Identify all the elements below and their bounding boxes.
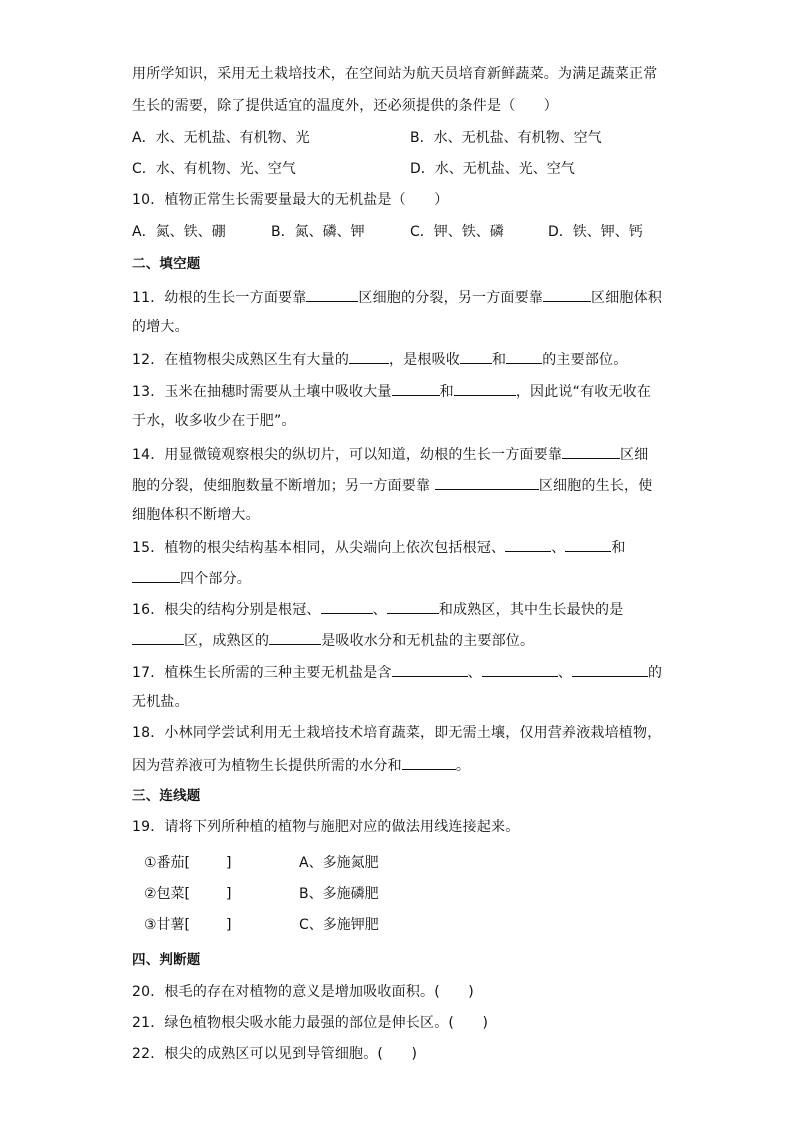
q11-line2: 的增大。 [132, 319, 189, 335]
q14-line1: 14．用显微镜观察根尖的纵切片，可以知道，幼根的生长一方面要靠 区细 [132, 443, 648, 465]
q13-blank-2 [454, 380, 516, 396]
q19-right-item-a: A、多施氮肥 [299, 855, 379, 871]
q9-stem-line1: 用所学知识，采用无土栽培技术，在空间站为航天员培育新鲜蔬菜。为满足蔬菜正常 [132, 66, 658, 82]
q20-stem: 20．根毛的存在对植物的意义是增加吸收面积。( ) [132, 984, 474, 1000]
q10-option-c: C．钾、铁、磷 [410, 224, 504, 240]
section-heading-matching: 三、连线题 [132, 788, 201, 804]
q16-blank-4 [269, 629, 321, 645]
q9-option-d: D．水、无机盐、光、空气 [410, 161, 575, 177]
q15-line2: 四个部分。 [132, 567, 251, 589]
q17-blank-3 [572, 661, 648, 677]
q12-line: 12．在植物根尖成熟区生有大量的 ，是根吸收 和 的主要部位。 [132, 348, 627, 370]
q14-blank-2 [435, 474, 539, 490]
q19-left-item-2: ②包菜[ ] [144, 886, 232, 902]
q12-blank-3 [506, 348, 542, 364]
q13-blank-1 [392, 380, 440, 396]
q15-blank-2 [565, 536, 611, 552]
q13-line2: 于水，收多收少在于肥”。 [132, 413, 296, 429]
q16-blank-3 [132, 629, 184, 645]
q10-option-d: D．铁、钾、钙 [548, 224, 643, 240]
q13-line1: 13．玉米在抽穗时需要从土壤中吸收大量 和 ，因此说“有收无收在 [132, 380, 651, 402]
q19-right-item-c: C、多施钾肥 [299, 917, 379, 933]
q12-blank-2 [460, 348, 492, 364]
q9-option-a: A．水、无机盐、有机物、光 [132, 130, 310, 146]
q9-option-b: B．水、无机盐、有机物、空气 [410, 130, 602, 146]
q10-option-a: A．氮、铁、硼 [132, 224, 226, 240]
q14-blank-1 [562, 443, 620, 459]
q22-stem: 22．根尖的成熟区可以见到导管细胞。( ) [132, 1046, 418, 1062]
q11-blank-2 [543, 286, 591, 302]
q15-line1: 15．植物的根尖结构基本相同，从尖端向上依次包括根冠、 、 和 [132, 536, 626, 558]
q17-line2: 无机盐。 [132, 694, 189, 710]
section-heading-fill-in: 二、填空题 [132, 256, 201, 272]
q12-blank-1 [349, 348, 389, 364]
q9-option-c: C．水、有机物、光、空气 [132, 161, 296, 177]
q16-blank-2 [387, 598, 439, 614]
q19-left-item-1: ①番茄[ ] [144, 855, 232, 871]
section-heading-true-false: 四、判断题 [132, 952, 201, 968]
q14-line2: 胞的分裂，使细胞数量不断增加；另一方面要靠 区细胞的生长，使 [132, 474, 652, 496]
q17-blank-2 [482, 661, 558, 677]
q15-blank-3 [132, 567, 180, 583]
q16-line1: 16．根尖的结构分别是根冠、 、 和成熟区，其中生长最快的是 [132, 598, 623, 620]
q10-option-b: B．氮、磷、钾 [271, 224, 365, 240]
q19-right-item-b: B、多施磷肥 [299, 886, 379, 902]
q17-line1: 17．植株生长所需的三种主要无机盐是含 、 、 的 [132, 661, 662, 683]
q21-stem: 21．绿色植物根尖吸水能力最强的部位是伸长区。( ) [132, 1015, 489, 1031]
q15-blank-1 [505, 536, 551, 552]
q14-line3: 细胞体积不断增大。 [132, 507, 260, 523]
q11-line1: 11．幼根的生长一方面要靠 区细胞的分裂，另一方面要靠 区细胞体积 [132, 286, 662, 308]
q9-stem-line2: 生长的需要，除了提供适宜的温度外，还必须提供的条件是（ ） [132, 98, 558, 114]
q17-blank-1 [392, 661, 468, 677]
q10-stem: 10．植物正常生长需要量最大的无机盐是（ ） [132, 192, 449, 208]
q11-blank-1 [306, 286, 358, 302]
q16-line2: 区，成熟区的 是吸收水分和无机盐的主要部位。 [132, 629, 534, 651]
q18-line1: 18．小林同学尝试利用无土栽培技术培育蔬菜，即无需土壤，仅用营养液栽培植物， [132, 725, 662, 741]
q18-line2: 因为营养液可为植物生长提供所需的水分和 。 [132, 754, 470, 776]
q18-blank-1 [402, 754, 456, 770]
q16-blank-1 [321, 598, 373, 614]
q19-left-item-3: ③甘薯[ ] [144, 917, 232, 933]
q19-stem: 19．请将下列所种植的植物与施肥对应的做法用线连接起来。 [132, 819, 520, 835]
